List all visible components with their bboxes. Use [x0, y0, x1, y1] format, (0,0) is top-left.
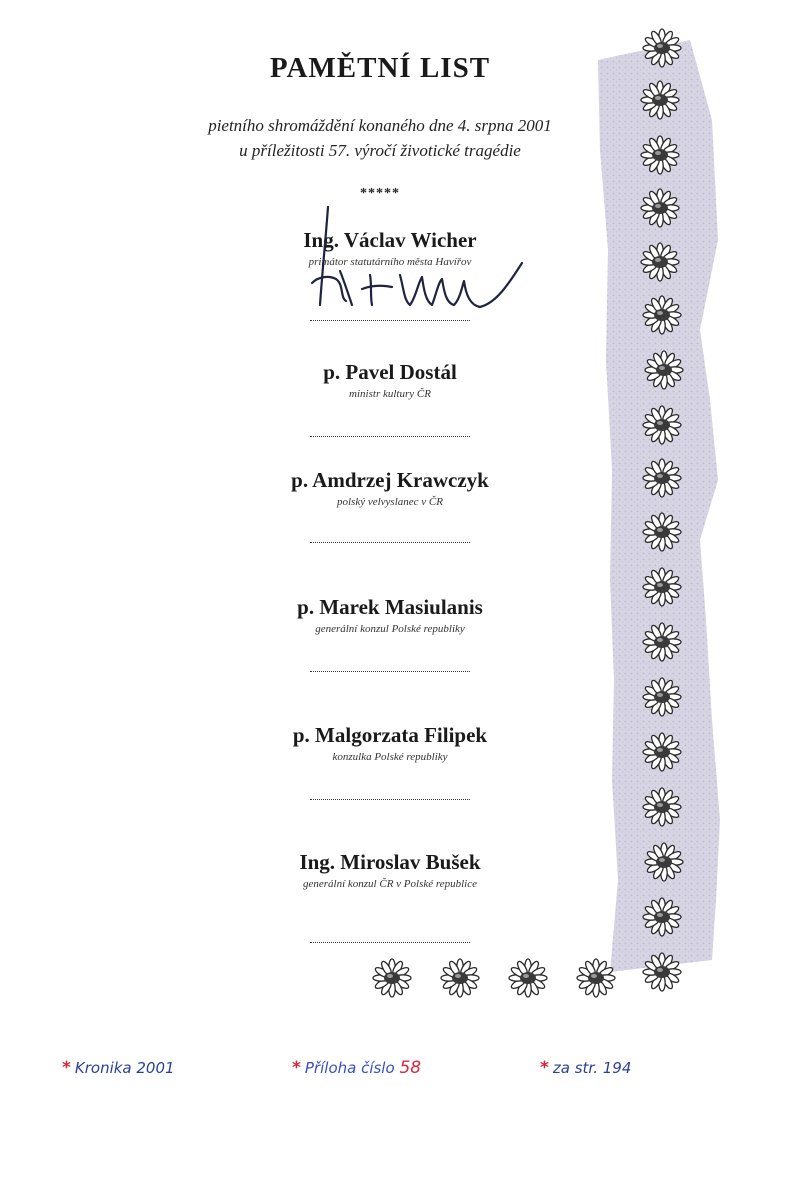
signatory-block — [250, 595, 530, 672]
handwritten-signature — [300, 205, 530, 335]
signature-line — [310, 942, 470, 943]
separator-stars: ***** — [360, 186, 400, 201]
appendix-label: Příloha číslo — [304, 1059, 395, 1077]
asterisk-mark-icon: * — [292, 1058, 301, 1078]
flower-row — [373, 959, 615, 997]
flower-column — [641, 29, 683, 991]
signatory-role: generální konzul ČR v Polské republice — [302, 878, 478, 890]
signatory-role: primátor statutárního města Havířov — [308, 256, 472, 268]
chronicle-label: Kronika 2001 — [74, 1059, 175, 1077]
appendix-number: 58 — [399, 1058, 422, 1078]
signatory-name: p. Amdrzej Krawczyk — [291, 468, 489, 492]
signatory-block — [250, 850, 530, 943]
document-title: PAMĚTNÍ LIST — [269, 52, 491, 84]
signatory-block — [250, 468, 530, 543]
signatory-name: Ing. Miroslav Bušek — [299, 850, 481, 874]
asterisk-mark-icon: * — [540, 1058, 549, 1078]
signatory-role: konzulka Polské republiky — [332, 751, 448, 763]
signatory-name: p. Pavel Dostál — [323, 360, 457, 384]
signatory-name: Ing. Václav Wicher — [303, 228, 477, 252]
signatory-role: generální konzul Polské republiky — [315, 623, 465, 635]
signatory-block — [250, 723, 530, 800]
chronicle-note — [62, 1058, 175, 1078]
signature-line — [310, 799, 470, 800]
signatory-block — [250, 360, 530, 437]
subtitle-line-1: pietního shromáždění konaného dne 4. srpna 2001 — [208, 116, 552, 135]
signatory-name: p. Malgorzata Filipek — [292, 723, 488, 747]
page-reference-note — [540, 1058, 631, 1078]
asterisk-mark-icon: * — [62, 1058, 71, 1078]
appendix-note — [292, 1058, 421, 1078]
signature-line — [310, 542, 470, 543]
subtitle-line-2: u příležitosti 57. výročí životické tragédie — [239, 141, 521, 160]
signature-line — [310, 436, 470, 437]
page-reference: za str. 194 — [552, 1059, 632, 1077]
signatory-name: p. Marek Masiulanis — [297, 595, 483, 619]
signatory-role: ministr kultury ČR — [349, 388, 431, 400]
signatory-role: polský velvyslanec v ČR — [337, 496, 443, 508]
signature-line — [310, 671, 470, 672]
